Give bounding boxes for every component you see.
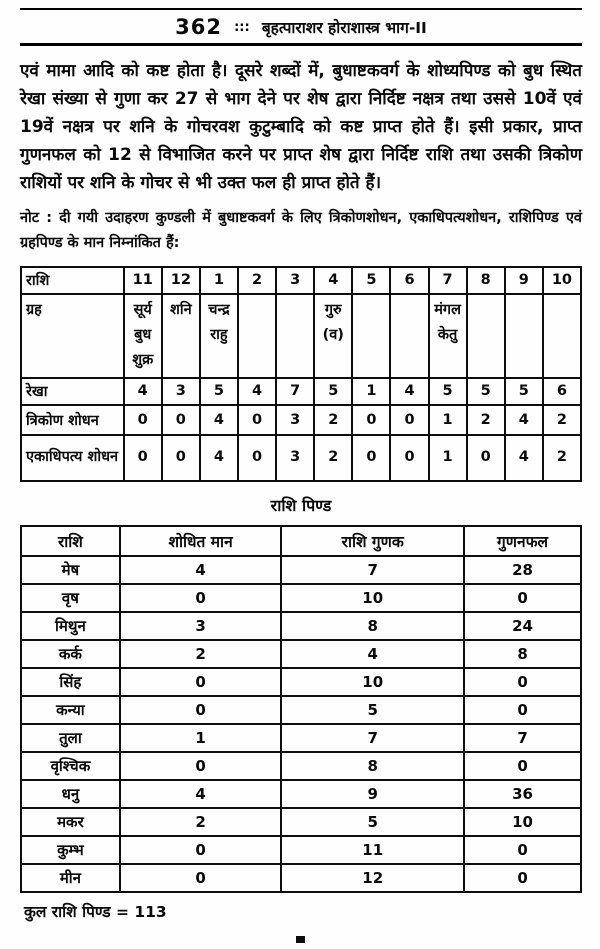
ashtakavarga-cell: 0 <box>238 405 276 435</box>
rashi-name-cell: कर्क <box>21 640 120 668</box>
rashi-pinda-table <box>20 525 582 893</box>
rashi-pinda-row <box>21 612 581 640</box>
rashi-pinda-title: राशि पिण्ड <box>270 495 332 515</box>
ashtakavarga-cell: 2 <box>238 267 276 294</box>
ashtakavarga-cell: 8 <box>467 267 505 294</box>
rashi-value-cell: 0 <box>120 696 282 724</box>
ashtakavarga-cell <box>200 294 238 378</box>
ashtakavarga-cell: 1 <box>429 405 467 435</box>
rashi-pinda-row <box>21 808 581 836</box>
graha-name: राहु <box>210 326 228 343</box>
rashi-pinda-row <box>21 640 581 668</box>
rashi-value-cell: 0 <box>120 836 282 864</box>
ashtakavarga-row-label: रेखा <box>21 378 124 405</box>
rashi-value-cell: 7 <box>464 724 581 752</box>
rashi-value-cell: 0 <box>120 752 282 780</box>
rashi-name-cell: कन्या <box>21 696 120 724</box>
rashi-value-cell: 11 <box>281 836 464 864</box>
ashtakavarga-cell <box>352 294 390 378</box>
ashtakavarga-cell <box>162 294 200 378</box>
ashtakavarga-cell: 4 <box>314 267 352 294</box>
rashi-pinda-row <box>21 668 581 696</box>
rashi-value-cell: 4 <box>120 556 282 584</box>
rashi-value-cell: 28 <box>464 556 581 584</box>
rashi-value-cell: 0 <box>464 864 581 892</box>
rashi-value-cell: 0 <box>464 696 581 724</box>
rashi-name-cell: मिथुन <box>21 612 120 640</box>
total-rashi-pinda: कुल राशि पिण्ड = 113 <box>24 902 167 921</box>
ashtakavarga-cell: 4 <box>505 405 543 435</box>
ashtakavarga-cell: 2 <box>314 435 352 481</box>
ashtakavarga-cell: 3 <box>276 435 314 481</box>
ashtakavarga-cell: 0 <box>124 405 162 435</box>
rashi-value-cell: 4 <box>281 640 464 668</box>
rashi-value-cell: 2 <box>120 808 282 836</box>
rashi-value-cell: 7 <box>281 724 464 752</box>
rashi-value-cell: 0 <box>464 668 581 696</box>
rashi-value-cell: 5 <box>281 696 464 724</box>
rashi-pinda-header-cell: शोधित मान <box>120 526 282 556</box>
rashi-value-cell: 4 <box>120 780 282 808</box>
rashi-value-cell: 3 <box>120 612 282 640</box>
ashtakavarga-cell: 6 <box>543 378 581 405</box>
ashtakavarga-cell: 5 <box>505 378 543 405</box>
rashi-value-cell: 7 <box>281 556 464 584</box>
ashtakavarga-cell: 9 <box>505 267 543 294</box>
graha-name: गुरु <box>324 301 342 318</box>
ashtakavarga-cell: 0 <box>162 435 200 481</box>
ashtakavarga-cell: 3 <box>276 405 314 435</box>
ashtakavarga-cell: 7 <box>429 267 467 294</box>
rashi-value-cell: 0 <box>120 864 282 892</box>
ashtakavarga-cell: 3 <box>276 267 314 294</box>
ashtakavarga-cell: 5 <box>467 378 505 405</box>
ashtakavarga-cell: 5 <box>200 378 238 405</box>
ashtakavarga-row <box>21 378 581 405</box>
rashi-value-cell: 1 <box>120 724 282 752</box>
ashtakavarga-row <box>21 435 581 481</box>
note-paragraph: नोट : दी गयी उदाहरण कुण्डली में बुधाष्टकवर्ग के लिए त्रिकोणशोधन, एकाधिपत्यशोधन, राशिपिण्ड एवं ग्रहपिण्ड के मान निम्नांकित हैं: <box>20 209 582 251</box>
rashi-name-cell: वृष <box>21 584 120 612</box>
book-title: बृहत्पाराशर होराशास्त्र भाग-II <box>261 19 427 37</box>
ashtakavarga-cell: 12 <box>162 267 200 294</box>
ashtakavarga-cell: 4 <box>390 378 428 405</box>
ashtakavarga-cell <box>124 294 162 378</box>
ashtakavarga-cell: 11 <box>124 267 162 294</box>
rashi-value-cell: 0 <box>464 752 581 780</box>
rashi-pinda-header-cell: राशि <box>21 526 120 556</box>
rashi-name-cell: कुम्भ <box>21 836 120 864</box>
rashi-value-cell: 8 <box>281 752 464 780</box>
page-header <box>20 8 582 46</box>
rashi-value-cell: 8 <box>464 640 581 668</box>
ashtakavarga-cell: 5 <box>352 267 390 294</box>
graha-name: केतु <box>437 326 458 343</box>
rashi-pinda-row <box>21 724 581 752</box>
rashi-pinda-row <box>21 556 581 584</box>
ashtakavarga-cell <box>276 294 314 378</box>
rashi-name-cell: मीन <box>21 864 120 892</box>
ashtakavarga-row-label: राशि <box>21 267 124 294</box>
rashi-name-cell: धनु <box>21 780 120 808</box>
rashi-value-cell: 24 <box>464 612 581 640</box>
ashtakavarga-cell: 2 <box>543 435 581 481</box>
rashi-pinda-row <box>21 696 581 724</box>
ashtakavarga-row <box>21 405 581 435</box>
rashi-value-cell: 36 <box>464 780 581 808</box>
rashi-pinda-row <box>21 752 581 780</box>
graha-name: सूर्य <box>133 301 152 318</box>
rashi-pinda-row <box>21 864 581 892</box>
ashtakavarga-cell: 0 <box>467 435 505 481</box>
ashtakavarga-cell: 10 <box>543 267 581 294</box>
rashi-value-cell: 0 <box>120 668 282 696</box>
ashtakavarga-cell: 0 <box>390 405 428 435</box>
ashtakavarga-cell: 1 <box>200 267 238 294</box>
ashtakavarga-cell: 2 <box>543 405 581 435</box>
ashtakavarga-cell: 2 <box>467 405 505 435</box>
rashi-pinda-header-row <box>21 526 581 556</box>
ashtakavarga-cell <box>467 294 505 378</box>
graha-name: (व) <box>322 326 344 343</box>
rashi-name-cell: मकर <box>21 808 120 836</box>
rashi-value-cell: 0 <box>464 584 581 612</box>
ashtakavarga-cell: 5 <box>429 378 467 405</box>
rashi-name-cell: सिंह <box>21 668 120 696</box>
ashtakavarga-cell <box>429 294 467 378</box>
rashi-name-cell: तुला <box>21 724 120 752</box>
ashtakavarga-row-label: ग्रह <box>21 294 124 378</box>
rashi-value-cell: 0 <box>120 584 282 612</box>
ashtakavarga-cell: 0 <box>238 435 276 481</box>
ashtakavarga-cell: 4 <box>200 405 238 435</box>
header-separator: ::: <box>234 19 250 35</box>
graha-name: बुध <box>134 326 152 343</box>
ashtakavarga-cell: 5 <box>314 378 352 405</box>
ashtakavarga-cell: 0 <box>124 435 162 481</box>
header-bottom-rule <box>20 43 582 46</box>
ashtakavarga-cell <box>543 294 581 378</box>
graha-name: शनि <box>170 301 192 318</box>
rashi-pinda-header-cell: गुणनफल <box>464 526 581 556</box>
graha-name: चन्द्र <box>208 301 230 318</box>
ashtakavarga-row-label: त्रिकोण शोधन <box>21 405 124 435</box>
rashi-value-cell: 12 <box>281 864 464 892</box>
ashtakavarga-cell <box>390 294 428 378</box>
rashi-pinda-header-cell: राशि गुणक <box>281 526 464 556</box>
rashi-value-cell: 2 <box>120 640 282 668</box>
rashi-value-cell: 0 <box>464 836 581 864</box>
graha-name: शुक्र <box>132 351 154 368</box>
page-number: 362 <box>175 15 223 39</box>
ashtakavarga-cell: 7 <box>276 378 314 405</box>
header-line <box>20 10 582 43</box>
ashtakavarga-cell: 0 <box>390 435 428 481</box>
ashtakavarga-cell: 3 <box>162 378 200 405</box>
rashi-value-cell: 10 <box>281 584 464 612</box>
ashtakavarga-cell: 6 <box>390 267 428 294</box>
rashi-value-cell: 9 <box>281 780 464 808</box>
scan-artifact-mark <box>296 936 305 943</box>
graha-name: मंगल <box>434 301 461 318</box>
body-paragraph: एवं मामा आदि को कष्ट होता है। दूसरे शब्दों में, बुधाष्टकवर्ग के शोध्यपिण्ड को बुध स्थित रेखा संख्या से गुणा कर 27 से भाग देने पर शेष द्वारा निर्दिष्ट नक्षत्र तथा उससे 10वें एवं 19वें नक्षत्र पर शनि के गोचरवश कुटुम्बादि को कष्ट प्राप्त होते हैं। इसी प्रकार, प्राप्त गुणनफल को 12 से विभाजित करने पर प्राप्त शेष द्वारा निर्दिष्ट राशि तथा उसकी त्रिकोण राशियों पर शनि के गोचर से भी उक्त फल ही प्राप्त होते हैं। <box>20 60 582 193</box>
ashtakavarga-cell: 4 <box>124 378 162 405</box>
ashtakavarga-row <box>21 294 581 378</box>
ashtakavarga-cell <box>505 294 543 378</box>
ashtakavarga-row <box>21 267 581 294</box>
ashtakavarga-cell: 4 <box>238 378 276 405</box>
ashtakavarga-cell <box>238 294 276 378</box>
ashtakavarga-cell: 1 <box>429 435 467 481</box>
ashtakavarga-row-label: एकाधिपत्य शोधन <box>21 435 124 481</box>
rashi-value-cell: 5 <box>281 808 464 836</box>
ashtakavarga-cell: 0 <box>352 435 390 481</box>
ashtakavarga-cell: 0 <box>162 405 200 435</box>
rashi-pinda-row <box>21 836 581 864</box>
rashi-pinda-row <box>21 780 581 808</box>
ashtakavarga-cell: 4 <box>505 435 543 481</box>
ashtakavarga-cell: 0 <box>352 405 390 435</box>
rashi-value-cell: 10 <box>281 668 464 696</box>
ashtakavarga-cell: 4 <box>200 435 238 481</box>
rashi-value-cell: 10 <box>464 808 581 836</box>
rashi-name-cell: वृश्चिक <box>21 752 120 780</box>
rashi-value-cell: 8 <box>281 612 464 640</box>
rashi-name-cell: मेष <box>21 556 120 584</box>
ashtakavarga-cell: 1 <box>352 378 390 405</box>
ashtakavarga-cell <box>314 294 352 378</box>
rashi-pinda-row <box>21 584 581 612</box>
ashtakavarga-table <box>20 266 582 482</box>
ashtakavarga-cell: 2 <box>314 405 352 435</box>
